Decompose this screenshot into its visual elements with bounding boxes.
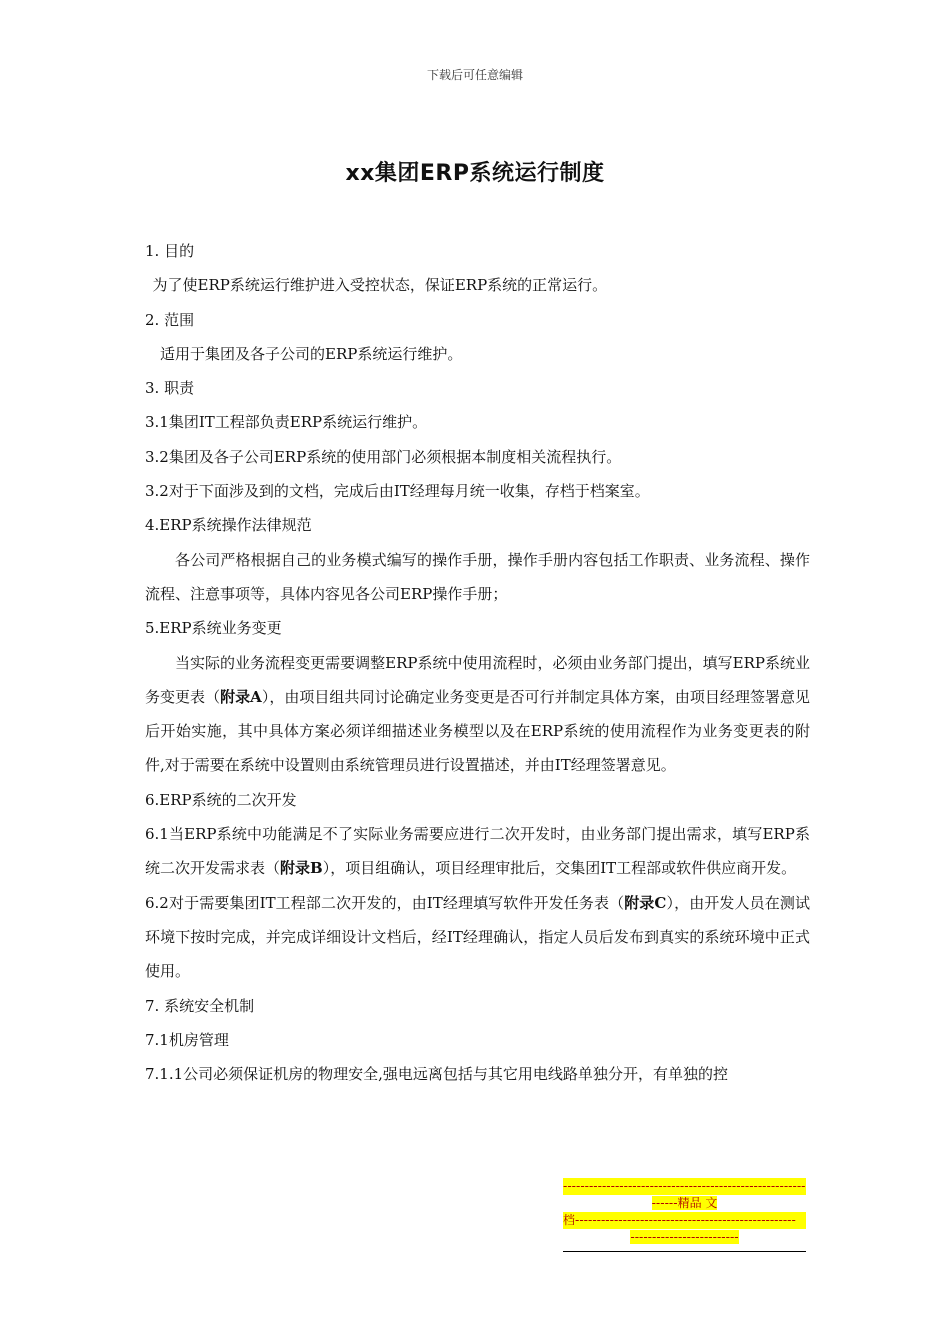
section-7-1-1: 7.1.1公司必须保证机房的物理安全,强电远离包括与其它用电线路单独分开，有单独的控 bbox=[145, 1065, 728, 1084]
section-6-2-text-a: 6.2对于需要集团IT工程部二次开发的，由IT经理填写软件开发任务表（ bbox=[145, 893, 625, 912]
section-5-heading: 5.ERP系统业务变更 bbox=[145, 619, 282, 638]
section-3-2b: 3.2对于下面涉及到的文档，完成后由IT经理每月统一收集，存档于档案室。 bbox=[145, 482, 650, 501]
section-4-heading: 4.ERP系统操作法律规范 bbox=[145, 516, 312, 535]
section-1-text: 为了使ERP系统运行维护进入受控状态，保证ERP系统的正常运行。 bbox=[152, 276, 608, 295]
section-6-1-text-a: 6.1当ERP系统中功能满足不了实际业务需要应进行二次开发时，由业务部门提出需求，填写ERP系统二次开发需求表（ bbox=[145, 825, 810, 878]
footer-line-2 bbox=[563, 1195, 806, 1212]
appendix-c-reference: 附录C bbox=[624, 893, 667, 912]
appendix-b-reference: 附录B bbox=[280, 859, 323, 878]
section-6-1-text-b: ），项目组确认，项目经理审批后，交集团IT工程部或软件供应商开发。 bbox=[322, 859, 797, 878]
section-3-heading: 3. 职责 bbox=[145, 379, 195, 398]
section-3-2a: 3.2集团及各子公司ERP系统的使用部门必须根据本制度相关流程执行。 bbox=[145, 447, 622, 466]
footer-line-1: -------------------------------------------------------- bbox=[563, 1179, 806, 1193]
footer-line-3: 档--------------------------------------------------- bbox=[563, 1212, 806, 1229]
header-note: 下载后可任意编辑 bbox=[426, 68, 523, 82]
section-5-text-a: 当实际的业务流程变更需要调整ERP系统中使用流程时，必须由业务部门提出，填写ERP系统业务变更表（ bbox=[145, 653, 810, 706]
section-3-1: 3.1集团IT工程部负责ERP系统运行维护。 bbox=[145, 413, 428, 432]
section-5-text bbox=[145, 646, 810, 783]
section-6-2 bbox=[145, 886, 810, 989]
section-6-heading: 6.ERP系统的二次开发 bbox=[145, 790, 297, 809]
footer-watermark-box bbox=[563, 1178, 806, 1252]
appendix-a-reference: 附录A bbox=[220, 687, 262, 706]
footer-line-4 bbox=[563, 1229, 806, 1246]
footer-line-4-text: ------------------------- bbox=[630, 1230, 739, 1244]
document-title: xx集团ERP系统运行制度 bbox=[345, 161, 605, 186]
section-6-2-text-b: ），由开发人员在测试环境下按时完成，并完成详细设计文档后，经IT经理确认，指定人员后发布到真实的系统环境中正式使用。 bbox=[145, 893, 810, 981]
footer-line-2-text: ------精品 文 bbox=[651, 1196, 718, 1210]
section-5-text-b: ），由项目组共同讨论确定业务变更是否可行并制定具体方案，由项目经理签署意见后开始实施，其中具体方案必须详细描述业务模型以及在ERP系统的使用流程作为业务变更表的附件,对于需要在系统中设置则由系统管理员进行设置描述，并由IT经理签署意见。 bbox=[145, 687, 810, 775]
section-6-1 bbox=[145, 817, 810, 886]
document-body bbox=[145, 234, 810, 1091]
section-2-heading: 2. 范围 bbox=[145, 310, 195, 329]
section-2-text: 适用于集团及各子公司的ERP系统运行维护。 bbox=[160, 344, 463, 363]
section-1-heading: 1. 目的 bbox=[145, 242, 195, 260]
section-4-text: 各公司严格根据自己的业务模式编写的操作手册，操作手册内容包括工作职责、业务流程、操作流程、注意事项等，具体内容见各公司ERP操作手册； bbox=[145, 550, 810, 603]
section-7-1: 7.1机房管理 bbox=[145, 1030, 229, 1049]
section-7-heading: 7. 系统安全机制 bbox=[145, 996, 255, 1015]
